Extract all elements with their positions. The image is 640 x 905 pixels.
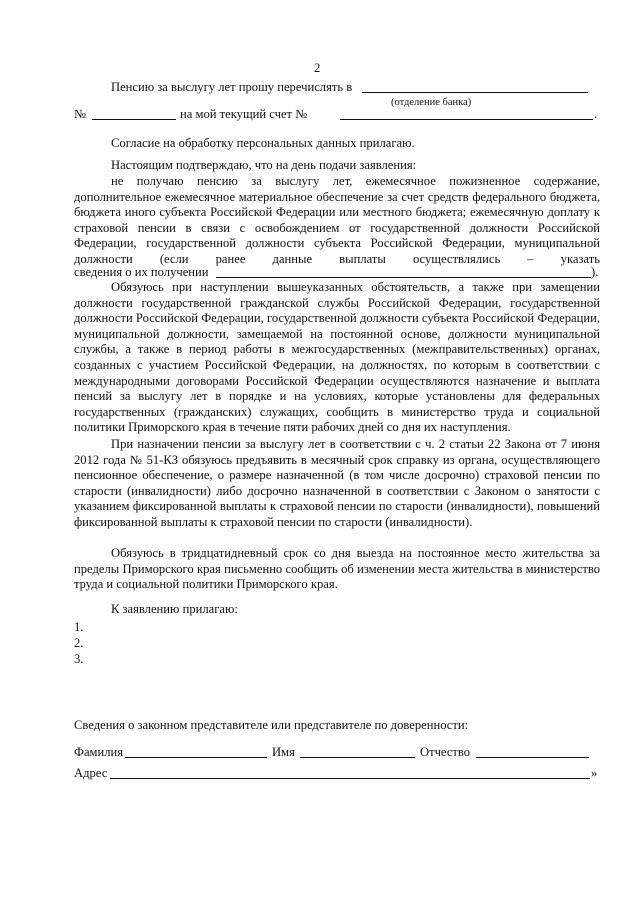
- obligation-3-text: Обязуюсь в тридцатидневный срок со дня выезда на постоянное место жительства за пределы Приморского края письменно сообщить об изменении места жительства в министерство труда и социальной политики Приморского края.: [74, 546, 600, 592]
- name-field[interactable]: [300, 757, 415, 758]
- address-label: Адрес: [74, 766, 108, 780]
- number-sign: №: [74, 107, 87, 121]
- consent-text: Согласие на обработку персональных данных прилагаю.: [111, 136, 415, 150]
- bank-branch-field[interactable]: [362, 92, 588, 93]
- confirm-body: [74, 174, 600, 264]
- pension-transfer-lead: Пенсию за выслугу лет прошу перечислять в: [111, 80, 353, 94]
- account-prefix-field[interactable]: [92, 119, 176, 120]
- obligation-3: [74, 546, 600, 593]
- account-number-field[interactable]: [340, 119, 593, 120]
- bank-branch-caption: (отделение банка): [391, 97, 472, 108]
- account-text: на мой текущий счет №: [180, 107, 308, 121]
- confirm-lead: Настоящим подтверждаю, что на день подачи заявления:: [111, 158, 417, 172]
- name-label: Имя: [272, 745, 295, 759]
- surname-label: Фамилия: [74, 745, 124, 759]
- attachment-item-2[interactable]: 2.: [74, 636, 84, 650]
- attachment-item-3[interactable]: 3.: [74, 652, 84, 666]
- receipt-info-lead: сведения о их получении: [74, 265, 209, 279]
- account-end-dot: .: [594, 107, 598, 121]
- address-field[interactable]: [110, 778, 590, 779]
- obligation-1-text: Обязуюсь при наступлении вышеуказанных обстоятельств, а также при замещении должности государственной гражданской службы Российской Федерации, государственной должности Российской Федерации, государственной должности субъекта Российской Федерации, муниципальной должности, замещаемой на постоянной основе, должности муниципальной службы, а также в период работы в межгосударственных (межправительственных) органах, созданных с участием Российской Федерации, на должностях, по которым в соответствии с международными договорами Российской Федерации осуществляются назначение и выплата пенсий за выслугу лет в порядке и на условиях, которые установлены для федеральных государственных (гражданских) служащих, сообщить в министерство труда и социальной политики Приморского края в течение пяти рабочих дней со дня их наступления.: [74, 280, 600, 435]
- obligation-2: [74, 437, 600, 531]
- attachment-item-1[interactable]: 1.: [74, 620, 84, 634]
- receipt-info-field[interactable]: [216, 277, 591, 278]
- receipt-info-end: ).: [591, 265, 599, 279]
- obligation-1: [74, 280, 600, 436]
- patronymic-field[interactable]: [476, 757, 589, 758]
- obligation-2-text: При назначении пенсии за выслугу лет в соответствии с ч. 2 статьи 22 Закона от 7 июня 2012 года № 51-КЗ обязуюсь предъявить в месячный срок справку из органа, осуществляющего пенсионное обеспечение, о размере назначенной (в том числе досрочно) страховой пенсии по старости (инвалидности) либо досрочно назначенной в соответствии с Законом о занятости с указанием фиксированной выплаты к страховой пенсии по старости (инвалидности), повышений фиксированной выплаты к страховой пенсии по старости (инвалидности).: [74, 437, 600, 529]
- representative-title: Сведения о законном представителе или представителе по доверенности:: [74, 718, 469, 732]
- address-end-quote: »: [591, 766, 598, 780]
- surname-field[interactable]: [125, 757, 267, 758]
- attachments-title: К заявлению прилагаю:: [111, 602, 238, 616]
- page-number: 2: [314, 61, 321, 75]
- patronymic-label: Отчество: [420, 745, 471, 759]
- confirm-body-text: не получаю пенсию за выслугу лет, ежемесячное пожизненное содержание, дополнительное ежемесячное материальное обеспечение за счет средств федерального бюджета, бюджета иного субъекта Российской Федерации или местного бюджета; ежемесячную доплату к страховой пенсии в связи с освобождением от государственной должности Российской Федерации, государственной должности субъекта Российской Федерации, муниципальной должности (если ранее данные выплаты осуществлялись – указать: [74, 174, 600, 266]
